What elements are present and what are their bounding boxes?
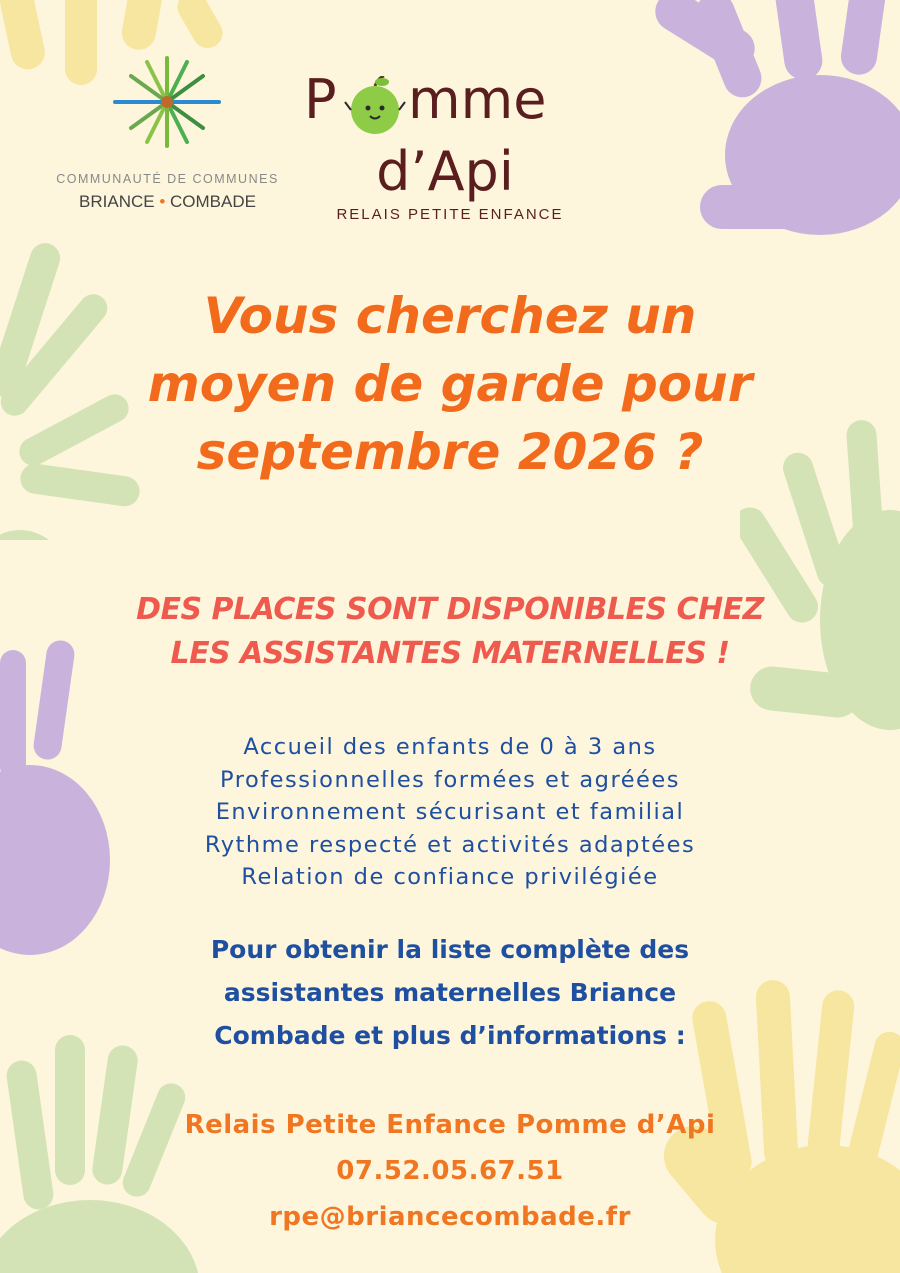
info-line: Combade et plus d’informations : [214,1021,686,1050]
feature-item: Environnement sécurisant et familial [215,799,685,825]
briance-combade-name: BRIANCE • COMBADE [79,192,256,211]
contact-email[interactable]: rpe@briancecombade.fr [269,1202,631,1232]
headline-line: moyen de garde pour [147,355,753,413]
headline [0,282,900,486]
contact-name: Relais Petite Enfance Pomme d’Api [184,1110,716,1140]
pomme-dapi-mme: mme [408,68,547,131]
feature-item: Rythme respecté et activités adaptées [204,831,696,858]
info-line: assistantes maternelles Briance [223,978,677,1007]
info-paragraph [0,928,900,1057]
contact-block [0,1102,900,1240]
pomme-dapi-title-line1 [300,68,590,148]
relais-petite-enfance-tagline: RELAIS PETITE ENFANCE [336,206,564,223]
subheadline-line: LES ASSISTANTES MATERNELLES ! [170,636,730,671]
purple-handprint-top-right [640,0,900,245]
features-list [0,731,900,894]
headline-line: Vous cherchez un [203,287,697,345]
briance-combade-sun-logo [108,50,226,150]
info-line: Pour obtenir la liste complète des [210,935,690,964]
apple-mascot-icon [344,76,406,138]
pomme-dapi-title-line2: d’Api [376,140,514,203]
pomme-dapi-p: P [304,68,337,131]
subheadline [0,588,900,676]
feature-item: Relation de confiance privilégiée [241,864,659,890]
communaute-label: COMMUNAUTÉ DE COMMUNES [56,172,279,186]
headline-line: septembre 2026 ? [196,423,704,481]
subheadline-line: DES PLACES SONT DISPONIBLES CHEZ [136,592,764,627]
contact-phone[interactable]: 07.52.05.67.51 [336,1156,564,1186]
feature-item: Professionnelles formées et agréées [220,766,680,793]
feature-item: Accueil des enfants de 0 à 3 ans [243,734,657,760]
